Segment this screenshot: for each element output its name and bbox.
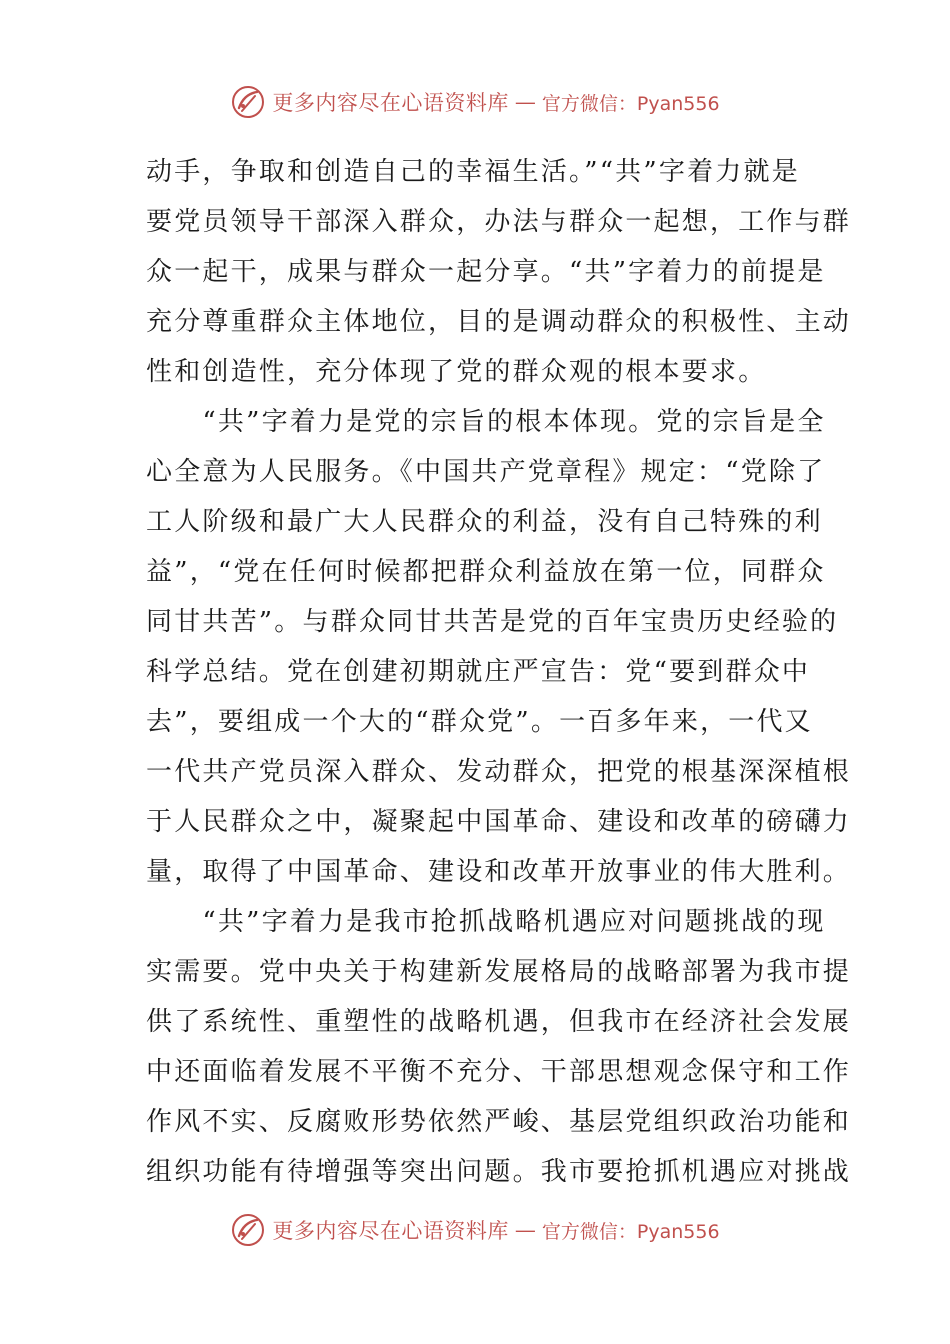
text-line: 益”，“党在任何时候都把群众利益放在第一位，同群众	[146, 557, 826, 587]
text-line: 供了系统性、重塑性的战略机遇，但我市在经济社会发展	[146, 1007, 852, 1037]
text-line: 作风不实、反腐败形势依然严峻、基层党组织政治功能和	[146, 1107, 852, 1137]
text-line: 动手，争取和创造自己的幸福生活。”“共”字着力就是	[146, 157, 800, 187]
text-line: 性和创造性，充分体现了党的群众观的根本要求。	[146, 357, 767, 387]
text-line: 工人阶级和最广大人民群众的利益，没有自己特殊的利	[146, 507, 823, 537]
text-line: 中还面临着发展不平衡不充分、干部思想观念保守和工作	[146, 1057, 852, 1087]
header-brand-text: 更多内容尽在心语资料库	[272, 91, 509, 115]
header-dash: —	[514, 90, 536, 114]
text-line: 众一起干，成果与群众一起分享。“共”字着力的前提是	[146, 257, 826, 287]
text-line: 同甘共苦”。与群众同甘共苦是党的百年宝贵历史经验的	[146, 607, 839, 637]
text-line: 一代共产党员深入群众、发动群众，把党的根基深深植根	[146, 757, 852, 787]
footer-banner	[0, 1210, 950, 1250]
pen-logo-icon	[230, 84, 266, 120]
footer-dash: —	[514, 1218, 536, 1242]
header-banner	[0, 82, 950, 122]
text-line: 科学总结。党在创建初期就庄严宣告：党“要到群众中	[146, 657, 811, 687]
text-line: 于人民群众之中，凝聚起中国革命、建设和改革的磅礴力	[146, 807, 852, 837]
footer-brand-text: 更多内容尽在心语资料库	[272, 1219, 509, 1243]
text-line: 实需要。党中央关于构建新发展格局的战略部署为我市提	[146, 957, 852, 987]
text-line: 量，取得了中国革命、建设和改革开放事业的伟大胜利。	[146, 857, 852, 887]
document-body	[146, 147, 852, 1197]
footer-wechat-text: 官方微信：Pyan556	[541, 1220, 720, 1243]
text-line: 去”，要组成一个大的“群众党”。一百多年来，一代又	[146, 707, 813, 737]
text-line: “共”字着力是党的宗旨的根本体现。党的宗旨是全	[146, 407, 826, 437]
text-line: 充分尊重群众主体地位，目的是调动群众的积极性、主动	[146, 307, 852, 337]
text-line: 心全意为人民服务。《中国共产党章程》规定：“党除了	[146, 457, 826, 487]
text-line: “共”字着力是我市抢抓战略机遇应对问题挑战的现	[146, 907, 826, 937]
text-line: 要党员领导干部深入群众，办法与群众一起想，工作与群	[146, 207, 852, 237]
pen-logo-icon	[230, 1212, 266, 1248]
text-line: 组织功能有待增强等突出问题。我市要抢抓机遇应对挑战	[146, 1157, 852, 1187]
header-wechat-text: 官方微信：Pyan556	[541, 92, 720, 115]
